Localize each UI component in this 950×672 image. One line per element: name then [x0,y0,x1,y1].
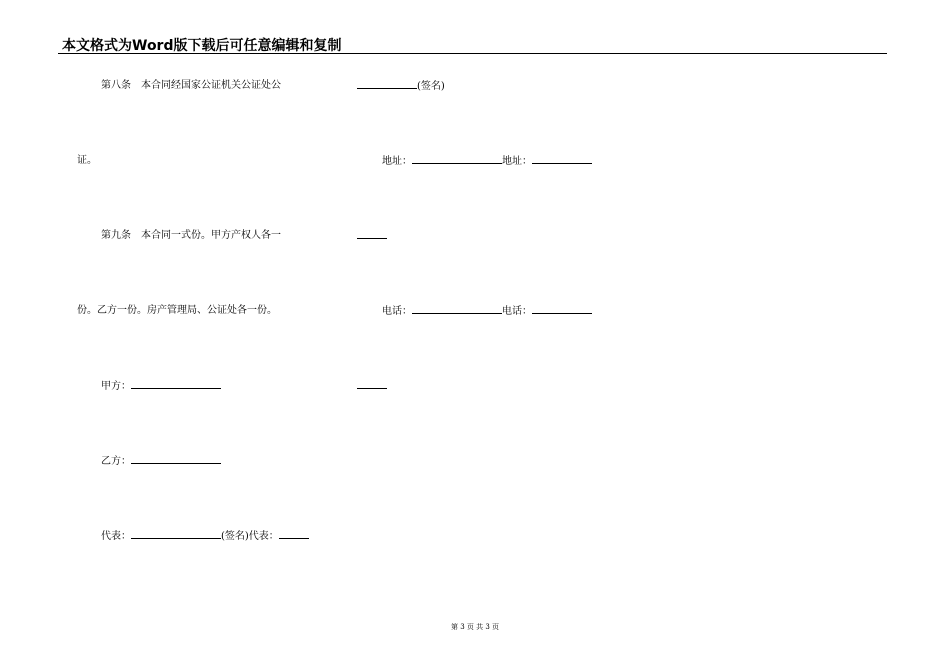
party-b-blank [131,454,221,464]
address-label-1: 地址： [382,156,412,167]
document-header-title: 本文格式为Word版下载后可任意编辑和复制 [62,38,342,54]
phone-blank-1 [412,304,502,314]
article-8-line-2: 证。 [77,155,97,166]
representative-label: 代表： [101,531,131,542]
blank-line-2 [357,379,387,389]
phone-row [382,304,592,319]
blank-row-1 [357,229,387,244]
address-row [382,154,592,169]
party-a-blank [131,379,221,389]
representative-blank-2 [279,529,309,539]
party-b-label: 乙方： [101,456,131,467]
representative-sign-label: (签名)代表： [221,531,279,542]
page-number-footer: 第 3 页 共 3 页 [450,623,500,631]
address-blank-1 [412,154,502,164]
blank-row-2 [357,379,387,394]
party-a-label: 甲方： [101,381,131,392]
phone-label-2: 电话： [502,306,532,317]
blank-line-1 [357,229,387,239]
header-divider [58,53,887,54]
article-9-line-2: 份。乙方一份。房产管理局、公证处各一份。 [77,305,277,316]
signature-blank [357,79,417,89]
address-label-2: 地址： [502,156,532,167]
representative-blank-1 [131,529,221,539]
signature-row [357,79,445,94]
phone-blank-2 [532,304,592,314]
article-9-line-1: 第九条 本合同一式份。甲方产权人各一 [101,230,281,241]
representative-row [101,529,309,544]
party-b-row [101,454,221,469]
article-8-line-1: 第八条 本合同经国家公证机关公证处公 [101,80,281,91]
phone-label-1: 电话： [382,306,412,317]
party-a-row [101,379,221,394]
signature-label: (签名) [417,81,445,92]
address-blank-2 [532,154,592,164]
